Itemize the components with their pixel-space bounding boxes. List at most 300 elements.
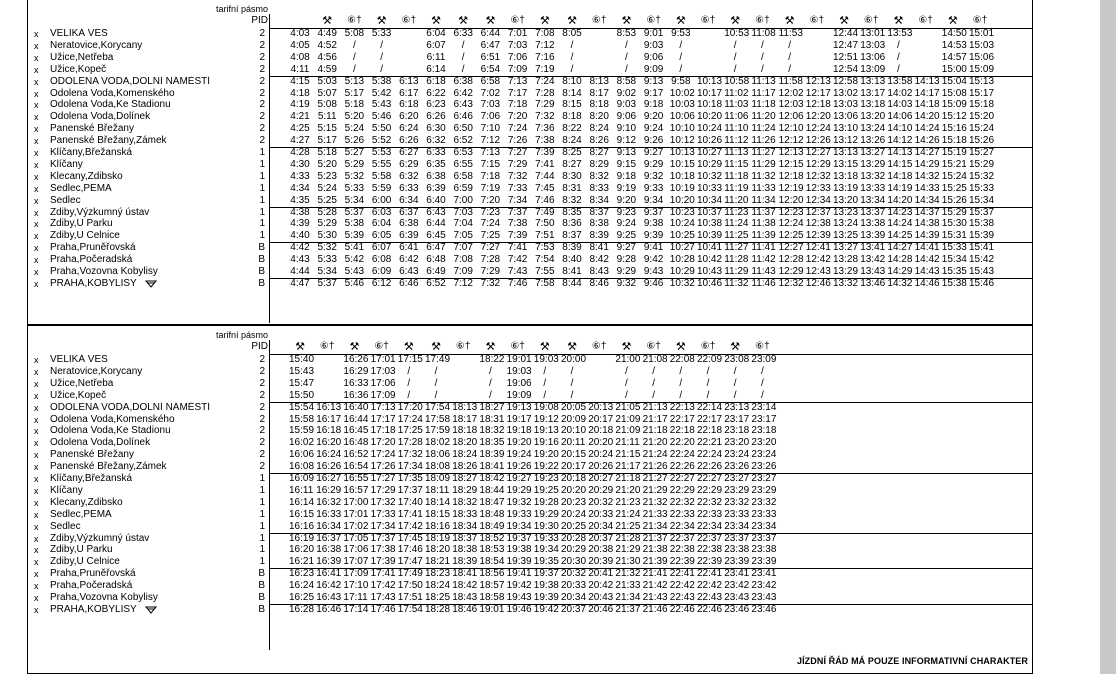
departure-time: 7:00 bbox=[453, 194, 473, 206]
departure-time: 23:42 bbox=[724, 580, 750, 592]
tariff-zone-label: tarifní pásmo bbox=[215, 4, 268, 14]
departure-time: 19:06 bbox=[506, 377, 532, 389]
departure-time: 11:46 bbox=[751, 277, 776, 289]
departure-time: 19:33 bbox=[533, 532, 559, 544]
departure-time: 19:42 bbox=[506, 580, 532, 592]
footer-note: JÍZDNÍ ŘÁD MÁ POUZE INFORMATIVNÍ CHARAKTER bbox=[796, 656, 1028, 666]
departure-time: 6:52 bbox=[426, 277, 446, 289]
weekend-holiday-icon: ⑥† bbox=[347, 15, 362, 26]
timetable-row bbox=[28, 159, 1032, 171]
departure-time: 17:54 bbox=[397, 603, 423, 615]
departure-time: / bbox=[570, 63, 574, 75]
departure-time: 8:17 bbox=[589, 87, 609, 99]
departure-time: 7:55 bbox=[535, 266, 555, 277]
departure-time: / bbox=[761, 39, 764, 51]
timetable-block-morning bbox=[28, 0, 1032, 323]
departure-time: 11:53 bbox=[778, 28, 803, 39]
departure-time: 21:13 bbox=[642, 401, 668, 413]
departure-time: 9:37 bbox=[643, 206, 664, 218]
departure-time: 14:43 bbox=[914, 266, 940, 277]
departure-time: 11:29 bbox=[724, 266, 749, 277]
departure-time: 6:38 bbox=[426, 170, 446, 182]
departure-time: 17:29 bbox=[370, 484, 396, 496]
departure-time: 15:59 bbox=[289, 425, 315, 437]
departure-time: 23:37 bbox=[751, 532, 777, 544]
departure-time: 18:37 bbox=[452, 532, 478, 544]
departure-time: 23:43 bbox=[751, 592, 777, 603]
departure-time: 5:17 bbox=[344, 87, 365, 99]
tariff-zone: 1 bbox=[259, 496, 265, 508]
departure-time: / bbox=[788, 63, 791, 75]
departure-time: 18:42 bbox=[479, 473, 505, 484]
departure-time: 19:32 bbox=[506, 496, 532, 508]
departure-time: 16:28 bbox=[289, 603, 315, 615]
departure-time: 18:52 bbox=[479, 532, 505, 544]
departure-time: / bbox=[434, 377, 438, 389]
departure-time: 6:52 bbox=[453, 135, 473, 147]
departure-time: 5:33 bbox=[371, 28, 392, 39]
tariff-zone: 2 bbox=[259, 425, 265, 437]
stop-name: Panenské Břežany,Zámek bbox=[50, 461, 167, 473]
departure-time: / bbox=[543, 377, 547, 389]
tariff-zone: 2 bbox=[259, 377, 265, 389]
departure-time: 6:58 bbox=[453, 170, 473, 182]
departure-time: 8:46 bbox=[589, 277, 609, 289]
weekend-holiday-icon: ⑥† bbox=[646, 341, 661, 352]
departure-time: 18:57 bbox=[479, 580, 505, 592]
departure-time: 17:32 bbox=[370, 496, 396, 508]
departure-time: 7:01 bbox=[507, 28, 528, 39]
departure-time: 6:35 bbox=[426, 158, 446, 170]
departure-time: 20:29 bbox=[588, 484, 614, 496]
departure-time: 5:43 bbox=[371, 99, 392, 111]
departure-time: 16:16 bbox=[289, 520, 315, 532]
departure-time: 17:50 bbox=[397, 580, 423, 592]
departure-time: / bbox=[679, 365, 683, 377]
tariff-zone: 2 bbox=[259, 87, 265, 99]
departure-time: 10:39 bbox=[697, 230, 723, 242]
weekend-holiday-icon: ⑥† bbox=[455, 341, 471, 352]
stop-name: Odolena Voda,Ke Stadionu bbox=[50, 99, 171, 111]
workday-icon: ⚒ bbox=[621, 15, 632, 27]
departure-time: 15:32 bbox=[969, 170, 995, 182]
timetable-row bbox=[28, 402, 1032, 414]
departure-time: 12:32 bbox=[778, 277, 804, 289]
departure-time: 11:26 bbox=[751, 135, 776, 147]
departure-time: 9:25 bbox=[616, 230, 637, 242]
departure-time: 17:49 bbox=[425, 354, 451, 365]
departure-time: 16:11 bbox=[289, 484, 314, 496]
window-edge bbox=[1100, 0, 1116, 674]
departure-time: 8:33 bbox=[589, 182, 609, 194]
departure-time: 17:37 bbox=[370, 532, 396, 544]
departure-time: 20:33 bbox=[588, 508, 614, 520]
departure-time: 16:18 bbox=[316, 425, 342, 437]
workday-icon: ⚒ bbox=[485, 15, 496, 27]
departure-time: 6:44 bbox=[480, 28, 501, 39]
tariff-zone: B bbox=[258, 592, 265, 603]
departure-time: 21:27 bbox=[642, 473, 668, 484]
departure-time: 11:19 bbox=[724, 182, 749, 194]
departure-time: 20:23 bbox=[561, 496, 587, 508]
departure-time: 12:03 bbox=[778, 99, 804, 111]
departure-time: 23:17 bbox=[724, 413, 750, 425]
departure-time: 16:24 bbox=[316, 449, 342, 461]
tariff-zone: 1 bbox=[259, 484, 265, 496]
departure-time: 19:28 bbox=[533, 496, 559, 508]
departure-time: 22:38 bbox=[669, 544, 695, 556]
departure-time: 14:17 bbox=[914, 87, 940, 99]
departure-time: 12:13 bbox=[805, 75, 831, 87]
request-stop-mark: x bbox=[34, 278, 39, 289]
departure-time: 18:42 bbox=[452, 580, 478, 592]
departure-time: 21:17 bbox=[615, 461, 641, 473]
departure-time: 22:26 bbox=[697, 461, 723, 473]
departure-time: 21:43 bbox=[642, 592, 668, 603]
departure-time: / bbox=[434, 365, 438, 377]
stop-name: Odolena Voda,Dolínek bbox=[50, 111, 151, 123]
departure-time: 5:39 bbox=[344, 230, 365, 242]
departure-time: 15:03 bbox=[969, 39, 995, 51]
departure-time: 11:34 bbox=[751, 194, 776, 206]
weekend-holiday-icon: ⑥† bbox=[591, 341, 607, 352]
departure-time: 15:20 bbox=[969, 111, 995, 123]
departure-time: 9:32 bbox=[643, 170, 664, 182]
timetable-row bbox=[28, 580, 1032, 592]
departure-time: 9:39 bbox=[643, 230, 664, 242]
departure-time: / bbox=[897, 39, 900, 51]
departure-time: 6:38 bbox=[399, 218, 419, 230]
departure-time: 9:03 bbox=[643, 39, 664, 51]
tariff-zone: 2 bbox=[259, 413, 265, 425]
stop-name: Odolena Voda,Dolínek bbox=[50, 437, 151, 449]
departure-time: 22:34 bbox=[697, 520, 723, 532]
departure-time: 13:18 bbox=[833, 170, 859, 182]
request-stop-mark: x bbox=[34, 474, 39, 484]
stop-name: Úžice,Netřeba bbox=[50, 377, 114, 389]
workday-icon: ⚒ bbox=[295, 341, 305, 353]
departure-time: 5:55 bbox=[371, 158, 392, 170]
departure-time: 6:45 bbox=[426, 230, 446, 242]
departure-time: 14:28 bbox=[887, 254, 913, 266]
departure-time: 21:42 bbox=[642, 580, 668, 592]
tariff-zone: 1 bbox=[259, 206, 265, 218]
departure-time: 6:26 bbox=[399, 135, 419, 147]
workday-icon: ⚒ bbox=[567, 341, 577, 353]
tariff-zone: 2 bbox=[259, 111, 265, 123]
departure-time: 5:46 bbox=[371, 111, 392, 123]
departure-time: 7:19 bbox=[535, 63, 555, 75]
departure-time: 7:46 bbox=[507, 277, 528, 289]
departure-time: 7:18 bbox=[507, 99, 528, 111]
departure-time: 17:06 bbox=[370, 377, 396, 389]
departure-time: 11:08 bbox=[751, 28, 776, 39]
departure-time: 7:24 bbox=[535, 75, 555, 87]
departure-time: 20:15 bbox=[561, 449, 587, 461]
request-stop-mark: x bbox=[34, 366, 39, 377]
departure-time: 8:24 bbox=[589, 123, 609, 135]
timetable-block-afternoon bbox=[28, 324, 1032, 650]
stop-name: Panenské Břežany bbox=[50, 449, 134, 461]
request-stop-mark: x bbox=[34, 183, 39, 194]
departure-time: 22:46 bbox=[697, 603, 723, 615]
departure-time: 16:19 bbox=[289, 532, 315, 544]
weekend-holiday-icon: ⑥† bbox=[401, 15, 417, 26]
timetable-row bbox=[28, 123, 1032, 135]
departure-time: 18:24 bbox=[452, 449, 478, 461]
departure-time: 21:25 bbox=[615, 520, 641, 532]
departure-time: / bbox=[679, 389, 683, 401]
tariff-zone: 1 bbox=[259, 532, 265, 544]
departure-time: 17:46 bbox=[370, 603, 396, 615]
workday-icon: ⚒ bbox=[403, 341, 414, 353]
departure-time: 5:32 bbox=[317, 242, 337, 254]
tariff-zone: 1 bbox=[259, 147, 265, 158]
departure-time: 11:38 bbox=[751, 218, 776, 230]
tariff-zone: 1 bbox=[259, 182, 265, 194]
departure-time: 8:24 bbox=[562, 135, 582, 147]
departure-time: 17:26 bbox=[370, 461, 396, 473]
departure-time: / bbox=[733, 51, 737, 63]
departure-time: 7:49 bbox=[535, 206, 555, 218]
departure-time: 10:24 bbox=[697, 123, 723, 135]
departure-time: / bbox=[625, 51, 628, 63]
workday-icon: ⚒ bbox=[431, 15, 441, 27]
workday-icon: ⚒ bbox=[458, 15, 469, 27]
departure-time: 17:17 bbox=[370, 413, 396, 425]
departure-time: 13:03 bbox=[833, 99, 859, 111]
departure-time: 12:32 bbox=[805, 170, 831, 182]
departure-time: 23:37 bbox=[724, 532, 750, 544]
departure-time: 7:41 bbox=[535, 158, 555, 170]
departure-time: 16:15 bbox=[289, 508, 315, 520]
departure-time: 23:33 bbox=[751, 508, 777, 520]
departure-time: 7:03 bbox=[480, 99, 501, 111]
departure-time: 20:34 bbox=[561, 592, 587, 603]
departure-time: 16:29 bbox=[316, 484, 342, 496]
departure-time: 8:42 bbox=[589, 254, 609, 266]
request-stop-mark: x bbox=[34, 76, 39, 87]
departure-time: / bbox=[489, 389, 492, 401]
departure-time: 8:20 bbox=[589, 111, 609, 123]
departure-time: 23:17 bbox=[751, 413, 777, 425]
departure-time: 22:32 bbox=[669, 496, 695, 508]
departure-time: 17:20 bbox=[370, 437, 396, 449]
tariff-zone: B bbox=[258, 603, 265, 615]
departure-time: 20:20 bbox=[561, 484, 587, 496]
departure-time: 22:39 bbox=[669, 556, 695, 568]
departure-time: 7:28 bbox=[535, 87, 555, 99]
departure-time: 4:35 bbox=[290, 194, 310, 206]
departure-time: 9:28 bbox=[616, 254, 637, 266]
departure-time: 13:32 bbox=[860, 170, 886, 182]
departure-time: 22:41 bbox=[669, 568, 695, 580]
departure-time: 18:39 bbox=[479, 449, 505, 461]
departure-time: 13:06 bbox=[860, 51, 886, 63]
departure-time: 16:36 bbox=[343, 389, 369, 401]
departure-time: 12:29 bbox=[778, 266, 804, 277]
departure-time: 20:43 bbox=[588, 592, 614, 603]
departure-time: 11:13 bbox=[724, 147, 749, 158]
departure-time: 17:27 bbox=[370, 473, 396, 484]
departure-time: 12:15 bbox=[778, 158, 804, 170]
weekend-holiday-icon: ⑥† bbox=[510, 341, 525, 352]
departure-time: 13:06 bbox=[833, 111, 859, 123]
departure-time: 11:27 bbox=[724, 242, 749, 254]
departure-time: 8:37 bbox=[589, 206, 609, 218]
departure-time: 12:10 bbox=[778, 123, 804, 135]
departure-time: 15:27 bbox=[969, 147, 995, 158]
tariff-zone: B bbox=[258, 568, 265, 580]
departure-time: 5:24 bbox=[317, 182, 337, 194]
departure-time: 10:53 bbox=[724, 28, 750, 39]
departure-time: 13:25 bbox=[833, 230, 859, 242]
departure-time: 22:43 bbox=[669, 592, 695, 603]
request-stop-mark: x bbox=[34, 485, 39, 496]
departure-time: / bbox=[733, 39, 737, 51]
departure-time: 20:32 bbox=[561, 568, 587, 580]
departure-time: 15:19 bbox=[941, 147, 967, 158]
departure-time: 18:33 bbox=[452, 508, 478, 520]
departure-time: 5:38 bbox=[371, 75, 392, 87]
departure-time: 14:32 bbox=[914, 170, 940, 182]
departure-time: 18:24 bbox=[425, 580, 451, 592]
departure-time: 8:22 bbox=[562, 123, 582, 135]
departure-time: 12:06 bbox=[778, 111, 804, 123]
departure-time: 9:53 bbox=[671, 28, 691, 39]
departure-time: 19:39 bbox=[533, 592, 559, 603]
departure-time: 14:25 bbox=[887, 230, 913, 242]
departure-time: 12:17 bbox=[805, 87, 831, 99]
departure-time: 16:21 bbox=[289, 556, 315, 568]
departure-time: 20:30 bbox=[561, 556, 587, 568]
departure-time: / bbox=[461, 39, 465, 51]
timetable-row bbox=[28, 76, 1032, 88]
departure-time: 6:37 bbox=[399, 206, 419, 218]
departure-time: 16:44 bbox=[343, 413, 369, 425]
departure-time: 4:59 bbox=[317, 63, 337, 75]
departure-time: / bbox=[570, 51, 574, 63]
departure-time: 20:28 bbox=[561, 532, 587, 544]
departure-time: 23:29 bbox=[724, 484, 750, 496]
departure-time: 21:34 bbox=[642, 520, 668, 532]
departure-time: / bbox=[761, 389, 764, 401]
tariff-zone: B bbox=[258, 580, 265, 592]
departure-time: 6:07 bbox=[426, 39, 446, 51]
timetable-row bbox=[28, 171, 1032, 183]
workday-icon: ⚒ bbox=[485, 341, 496, 353]
departure-time: 12:34 bbox=[805, 194, 831, 206]
departure-time: 20:29 bbox=[561, 544, 587, 556]
stop-name: Klecany,Zdibsko bbox=[50, 496, 123, 508]
departure-time: 5:52 bbox=[371, 135, 392, 147]
tariff-zone: 1 bbox=[259, 544, 265, 556]
departure-time: 18:26 bbox=[452, 461, 478, 473]
departure-time: 19:37 bbox=[506, 532, 532, 544]
departure-time: 4:11 bbox=[290, 63, 310, 75]
departure-time: 16:29 bbox=[343, 365, 369, 377]
departure-time: 18:27 bbox=[452, 473, 478, 484]
timetable-sheet bbox=[27, 0, 1033, 674]
departure-time: 17:58 bbox=[425, 413, 451, 425]
departure-time: 4:28 bbox=[290, 147, 310, 158]
departure-time: / bbox=[679, 39, 683, 51]
departure-time: 11:32 bbox=[724, 277, 749, 289]
departure-time: 4:44 bbox=[290, 266, 310, 277]
departure-time: 9:58 bbox=[671, 75, 691, 87]
departure-time: 15:46 bbox=[969, 277, 995, 289]
departure-time: 8:10 bbox=[562, 75, 582, 87]
departure-time: 19:37 bbox=[533, 568, 559, 580]
departure-time: 14:46 bbox=[914, 277, 940, 289]
departure-time: 18:53 bbox=[479, 544, 505, 556]
departure-time: 5:20 bbox=[344, 111, 365, 123]
request-stop-mark: x bbox=[34, 390, 39, 401]
departure-time: 7:38 bbox=[507, 218, 528, 230]
departure-time: 19:13 bbox=[533, 425, 559, 437]
tariff-zone: 2 bbox=[259, 123, 265, 135]
departure-time: 6:33 bbox=[453, 28, 473, 39]
departure-time: 17:07 bbox=[343, 556, 369, 568]
departure-time: / bbox=[570, 365, 574, 377]
departure-time: 15:09 bbox=[941, 99, 967, 111]
departure-time: 5:20 bbox=[317, 158, 337, 170]
departure-time: 5:28 bbox=[317, 206, 337, 218]
request-stop-mark: x bbox=[34, 171, 39, 182]
departure-time: 21:09 bbox=[615, 425, 641, 437]
departure-time: 20:24 bbox=[561, 508, 587, 520]
departure-time: / bbox=[407, 365, 411, 377]
departure-time: 16:32 bbox=[316, 496, 342, 508]
timetable-row bbox=[28, 473, 1032, 485]
departure-time: 20:24 bbox=[588, 449, 614, 461]
departure-time: 18:38 bbox=[452, 544, 478, 556]
request-stop-mark: x bbox=[34, 52, 39, 63]
departure-time: 15:12 bbox=[941, 111, 967, 123]
departure-time: 16:43 bbox=[316, 592, 342, 603]
departure-time: 23:34 bbox=[751, 520, 777, 532]
departure-time: 8:39 bbox=[562, 242, 582, 254]
departure-time: 15:58 bbox=[289, 413, 315, 425]
departure-time: 6:11 bbox=[426, 51, 446, 63]
departure-time: 13:46 bbox=[860, 277, 886, 289]
departure-time: 18:29 bbox=[452, 484, 478, 496]
departure-time: 23:20 bbox=[751, 437, 777, 449]
departure-time: 19:46 bbox=[506, 603, 532, 615]
departure-time: 13:39 bbox=[860, 230, 886, 242]
departure-time: 13:23 bbox=[833, 206, 859, 218]
departure-time: 15:33 bbox=[941, 242, 967, 254]
timetable-row bbox=[28, 40, 1032, 52]
departure-time: 21:05 bbox=[615, 401, 641, 413]
stop-name: Sedlec,PEMA bbox=[50, 182, 112, 194]
departure-time: 10:27 bbox=[697, 147, 723, 158]
departure-time: 11:32 bbox=[751, 170, 776, 182]
departure-time: 15:04 bbox=[941, 75, 967, 87]
timetable-row bbox=[28, 52, 1032, 64]
departure-time: 7:54 bbox=[535, 254, 555, 266]
departure-time: 18:18 bbox=[452, 425, 478, 437]
departure-time: 18:20 bbox=[452, 437, 478, 449]
departure-time: 19:26 bbox=[506, 461, 532, 473]
departure-time: 19:35 bbox=[533, 556, 559, 568]
timetable-row bbox=[28, 254, 1032, 266]
timetable-row bbox=[28, 266, 1032, 278]
departure-time: 5:42 bbox=[371, 87, 392, 99]
request-stop-mark: x bbox=[34, 148, 39, 158]
departure-time: 22:39 bbox=[697, 556, 723, 568]
departure-time: / bbox=[652, 365, 655, 377]
